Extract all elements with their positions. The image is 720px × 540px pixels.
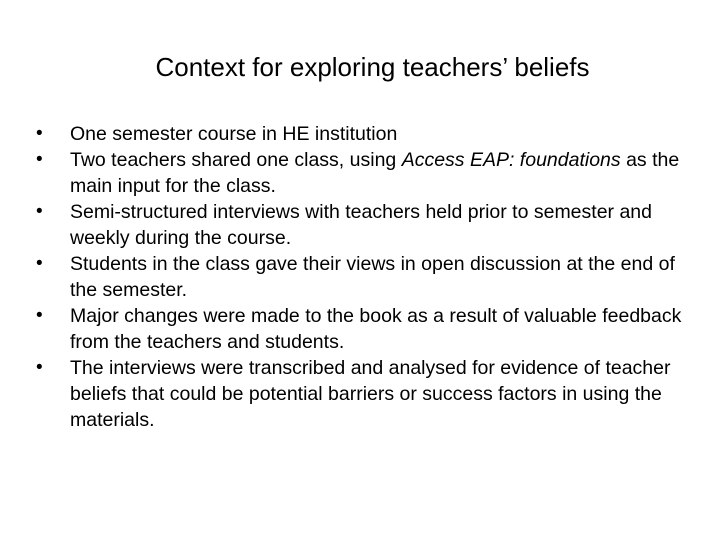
bullet-text: [70, 149, 679, 197]
bullet-text: Semi-structured interviews with teachers held prior to semester and weekly during the course.: [70, 201, 652, 249]
bullet-item: [36, 147, 686, 199]
bullet-item: [36, 121, 686, 147]
bullet-marker: •: [36, 357, 43, 378]
bullet-text: The interviews were transcribed and analysed for evidence of teacher beliefs that could be potential barriers or success factors in using the materials.: [70, 357, 671, 431]
bullet-text-part: Two teachers shared one class, using: [70, 149, 402, 171]
bullet-list: [36, 121, 686, 433]
bullet-text: Major changes were made to the book as a result of valuable feedback from the teachers and students.: [70, 305, 682, 353]
bullet-marker: •: [36, 201, 43, 222]
bullet-text-part: as the main input for the class.: [70, 149, 680, 197]
bullet-item: [36, 355, 686, 433]
bullet-text: One semester course in HE institution: [70, 123, 398, 145]
bullet-text: Students in the class gave their views in open discussion at the end of the semester.: [70, 253, 675, 301]
slide-title: Context for exploring teachers’ beliefs: [155, 52, 590, 82]
bullet-marker: •: [36, 305, 43, 326]
book-title: Access EAP: foundations: [401, 149, 621, 171]
bullet-item: [36, 251, 686, 303]
bullet-item: [36, 303, 686, 355]
bullet-marker: •: [36, 149, 43, 170]
bullet-item: [36, 199, 686, 251]
bullet-marker: •: [36, 253, 43, 274]
bullet-marker: •: [36, 123, 43, 144]
